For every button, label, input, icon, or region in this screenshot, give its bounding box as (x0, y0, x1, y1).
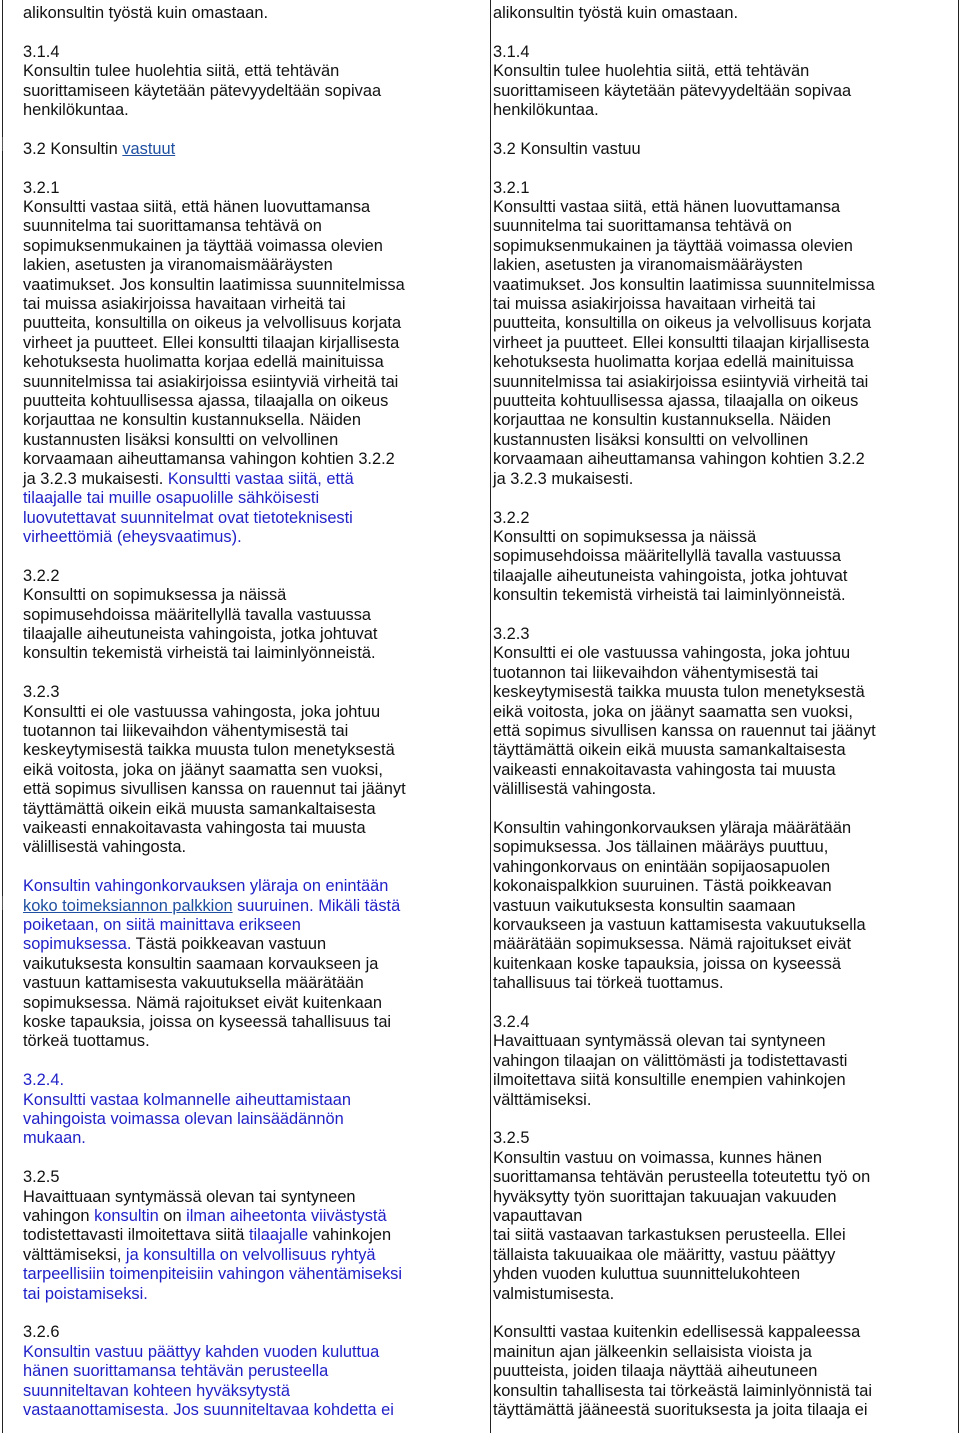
inserted-text: konsultin (94, 1207, 159, 1226)
section-text: vahinkojen välttämiseksi, (23, 1226, 392, 1264)
paragraph-intro: alikonsultin työstä kuin omastaan. (23, 4, 269, 22)
inserted-text: suuruinen. Mikäli tästä poiketaan, on siitä mainittava erikseen sopimuksessa. (23, 896, 401, 954)
section-number: 3.2.3 (493, 624, 530, 643)
paragraph-liability-limit (23, 877, 483, 1052)
inserted-text: tilaajalle (248, 1226, 309, 1245)
section-text: Konsultti vastaa siitä, että hänen luovuttamansa suunnitelma tai suorittamansa tehtävä on sopimuksenmukainen ja täyttää voimassa olevien lakien, asetusten ja viranomaismääräysten vaatimukset. Jos konsultin laatimissa suunnitelmissa tai muissa asiakirjoissa havaitaan virheitä tai puutteita, konsultilla on oikeus ja velvollisuus korjata virheet ja puutteet. Ellei konsultti tilaajan kirjallisesta kehotuksesta huolimatta korjaa edellä mainituissa suunnitelmissa tai asiakirjoissa esiintyviä virheitä tai puutteita kohtuullisessa ajassa, tilaajalla on oikeus korjauttaa ne konsultin kustannuksella. Näiden kustannusten lisäksi konsultti on velvollinen korvaamaan aiheuttamansa vahingon kohtien 3.2.2 ja 3.2.3 mukaisesti. (23, 198, 405, 488)
section-text: Konsultin tulee huolehtia siitä, että tehtävän suorittamiseen käytetään pätevyydeltään sopivaa henkilökuntaa. (23, 62, 382, 120)
section-number: 3.2.4. (23, 1071, 65, 1090)
section-number: 3.2.6 (23, 1323, 60, 1342)
section-text: Havaittuaan syntymässä olevan tai syntyneen vahingon tilaajan on välittömästi ja todistettavasti ilmoitettava siitä konsultille enempien vahinkojen välttämiseksi. (493, 1032, 848, 1109)
section-text: Konsultti on sopimuksessa ja näissä sopimusehdoissa määritellyllä tavalla vastuussa tilaajalle aiheutuneista vahingoista, jotka johtuvat konsultin tekemistä virheistä tai laiminlyönneistä. (23, 586, 378, 663)
inserted-text: Konsultin vahingonkorvauksen yläraja on enintään (23, 877, 389, 896)
paragraph-intro: alikonsultin työstä kuin omastaan. (493, 4, 739, 22)
section-3-1-4 (23, 43, 483, 121)
heading-3-2: 3.2 Konsultin vastuu (493, 139, 641, 158)
heading-text: 3.2 Konsultin (23, 139, 123, 158)
section-number: 3.2.1 (23, 178, 60, 197)
section-number: 3.2.2 (23, 566, 60, 585)
section-number: 3.1.4 (23, 42, 60, 61)
section-number: 3.2.2 (493, 508, 530, 527)
section-3-2-1 (493, 179, 952, 490)
section-3-2-4 (493, 1013, 952, 1110)
section-number: 3.2.1 (493, 178, 530, 197)
section-text: Tästä poikkeavan vastuun vaikutuksesta konsultin saamaan korvaukseen ja vastuun kattamisesta vakuutuksella määrätään sopimuksessa. Nämä rajoitukset eivät kuitenkaan koske tapauksia, joissa on kyseessä tahallisuus tai törkeä tuottamus. (23, 935, 392, 1051)
change-marker (2, 896, 3, 910)
inserted-text: Konsultti vastaa siitä, että tilaajalle tai muille osapuolille sähköisesti luovutettavat suunnitelmat ovat tietoteknisesti virheettömiä (eheysvaatimus). (23, 469, 354, 546)
section-text: todistettavasti ilmoitettava siitä (23, 1226, 245, 1245)
section-number: 3.2.5 (493, 1129, 530, 1148)
inserted-text: ilman aiheetonta viivästystä (186, 1207, 387, 1226)
section-text: Havaittuaan syntymässä olevan tai syntyneen vahingon (23, 1187, 356, 1226)
section-3-2-3 (23, 683, 483, 858)
column-divider (490, 0, 491, 1433)
paragraph-liability-extension: Konsultti vastaa kuitenkin edellisessä kappaleessa mainitun ajan jälkeenkin sellaisista vioista ja puutteista, joiden tilaaja näyttää aiheutuneen konsultin tahallisesta tai törkeästä laiminlyönnistä tai täyttämättä jääneestä suorituksesta ja joita tilaaja ei (493, 1323, 873, 1420)
right-column-original-terms (493, 4, 952, 1421)
section-3-1-4 (493, 43, 952, 121)
heading-link-vastuut[interactable]: vastuut (122, 139, 176, 158)
section-text: Konsultti on sopimuksessa ja näissä sopimusehdoissa määritellyllä tavalla vastuussa tilaajalle aiheutuneista vahingoista, jotka johtuvat konsultin tekemistä virheistä tai laiminlyönneistä. (493, 527, 848, 605)
section-3-2-2 (493, 509, 952, 606)
section-text: Konsultti vastaa siitä, että hänen luovuttamansa suunnitelma tai suorittamansa tehtävä on sopimuksenmukainen ja täyttää voimassa olevien lakien, asetusten ja viranomaismääräysten vaatimukset. Jos konsultin laatimissa suunnitelmissa tai muissa asiakirjoissa havaitaan virheitä tai puutteita, konsultilla on oikeus ja velvollisuus korjata virheet ja puutteet. Ellei konsultti tilaajan kirjallisesta kehotuksesta huolimatta korjaa edellä mainituissa suunnitelmissa tai asiakirjoissa esiintyviä virheitä tai puutteita kohtuullisessa ajassa, tilaajalla on oikeus korjauttaa ne konsultin kustannuksella. Näiden kustannusten lisäksi konsultti on velvollinen korvaamaan aiheuttamansa vahingon kohtien 3.2.2 ja 3.2.3 mukaisesti. (493, 198, 875, 488)
inserted-text: Konsultti vastaa kolmannelle aiheuttamistaan vahingoista voimassa olevan lainsäädännön mukaan. (23, 1090, 352, 1148)
section-3-2-4 (23, 1071, 483, 1149)
inserted-text: Konsultin vastuu päättyy kahden vuoden kuluttua hänen suorittamansa tehtävän perusteella suunniteltavan kohteen hyväksytystä vastaanottamisesta. Jos suunniteltavaa kohdetta ei (23, 1342, 394, 1420)
section-text: Konsultti ei ole vastuussa vahingosta, joka johtuu tuotannon tai liikevaihdon vähentymisestä tai keskeytymisestä taikka muusta tulon menetyksestä eikä voitosta, joka on jäänyt saamatta sen vuoksi, että sopimus sivullisen kanssa on rauennut tai jäänyt täyttämättä oikein eikä muusta samankaltaisesta vaikeasti ennakoitavasta vahingosta tai muusta välillisestä vahingosta. (23, 702, 406, 857)
section-3-2-6 (23, 1323, 483, 1420)
link-koko-toimeksiannon-palkkion[interactable]: koko toimeksiannon palkkion (23, 896, 233, 915)
section-text: Konsultin tulee huolehtia siitä, että tehtävän suorittamiseen käytetään pätevyydeltään sopivaa henkilökuntaa. (493, 62, 852, 120)
section-3-2-2 (23, 567, 483, 664)
section-text: Konsultti ei ole vastuussa vahingosta, joka johtuu tuotannon tai liikevaihdon vähentymisestä tai keskeytymisestä taikka muusta tulon menetyksestä eikä voitosta, joka on jäänyt saamatta sen vuoksi, että sopimus sivullisen kanssa on rauennut tai jäänyt täyttämättä oikein eikä muusta samankaltaisesta vaikeasti ennakoitavasta vahingosta tai muusta välillisestä vahingosta. (493, 644, 876, 799)
section-text: Konsultin vastuu on voimassa, kunnes hänen suorittamansa tehtävän perusteella toteutettu työ on hyväksytty työn suorittajan takuuajan vakuuden vapauttavan tai siitä vastaavan tarkastuksen perusteella. Ellei tällaista takuuaikaa ole määritty, vastuu päättyy yhden vuoden kuluttua suunnittelukohteen valmistumisesta. (493, 1148, 871, 1303)
section-number: 3.2.3 (23, 683, 60, 702)
section-3-2-3 (493, 625, 952, 800)
section-3-2-5 (493, 1129, 952, 1304)
inserted-text: ja konsultilla on velvollisuus ryhtyä tarpeellisiin toimenpiteisiin vahingon vähentämiseksi tai poistamiseksi. (23, 1245, 403, 1303)
section-number: 3.2.4 (493, 1013, 530, 1032)
left-column-revised-terms (23, 4, 483, 1421)
section-number: 3.1.4 (493, 42, 530, 61)
change-marker (2, 137, 3, 151)
section-number: 3.2.5 (23, 1168, 60, 1187)
heading-3-2 (23, 140, 483, 159)
paragraph-liability-limit: Konsultin vahingonkorvauksen yläraja määrätään sopimuksessa. Jos tällainen määräys puuttuu, vahingonkorvaus on enintään sopijaosapuolen kokonaispalkkion suuruinen. Tästä poikkeavan vastuun vaikutuksesta konsultin saamaan korvaukseen ja vastuun kattamisesta vakuutuksella määrätään sopimuksessa. Nämä rajoitukset eivät kuitenkaan koske tapauksia, joissa on kyseessä tahallisuus tai törkeä tuottamus. (493, 818, 866, 993)
section-3-2-5 (23, 1168, 483, 1304)
section-text: on (158, 1207, 187, 1226)
section-3-2-1 (23, 179, 483, 548)
